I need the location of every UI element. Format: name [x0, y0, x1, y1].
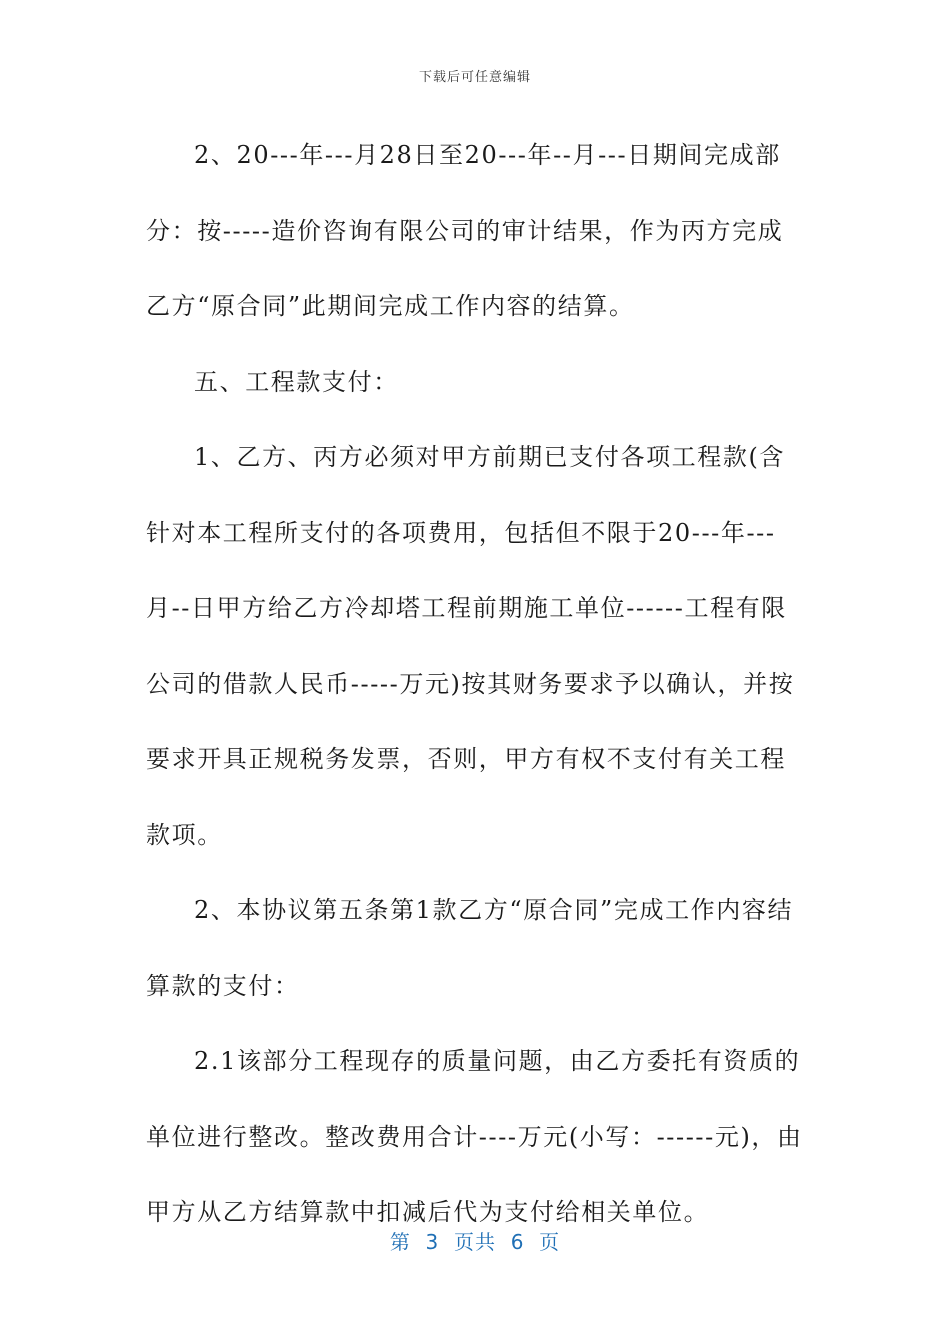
download-note: 下载后可任意编辑 — [418, 70, 531, 85]
page-number: 第 3 页共 6 页 — [389, 1230, 561, 1254]
paragraph-quality-rectification: 2.1该部分工程现存的质量问题，由乙方委托有资质的单位进行整改。整改费用合计----万元(小写：------元)，由甲方从乙方结算款中扣减后代为支付给相关单位。 — [146, 1047, 803, 1226]
section-heading-payment: 五、工程款支付： — [194, 367, 399, 396]
document-body — [146, 118, 806, 1251]
paragraph-payment-confirmation: 1、乙方、丙方必须对甲方前期已支付各项工程款(含针对本工程所支付的各项费用，包括但不限于20---年---月--日甲方给乙方冷却塔工程前期施工单位------工程有限公司的借款人民币-----万元)按其财务要求予以确认，并按要求开具正规税务发票，否则，甲方有权不支付有关工程款项。 — [146, 443, 795, 849]
paragraph-completion-period: 2、20---年---月28日至20---年--月---日期间完成部分：按-----造价咨询有限公司的审计结果，作为丙方完成乙方“原合同”此期间完成工作内容的结算。 — [146, 141, 784, 320]
paragraph-settlement-payment: 2、本协议第五条第1款乙方“原合同”完成工作内容结算款的支付： — [146, 896, 794, 1000]
